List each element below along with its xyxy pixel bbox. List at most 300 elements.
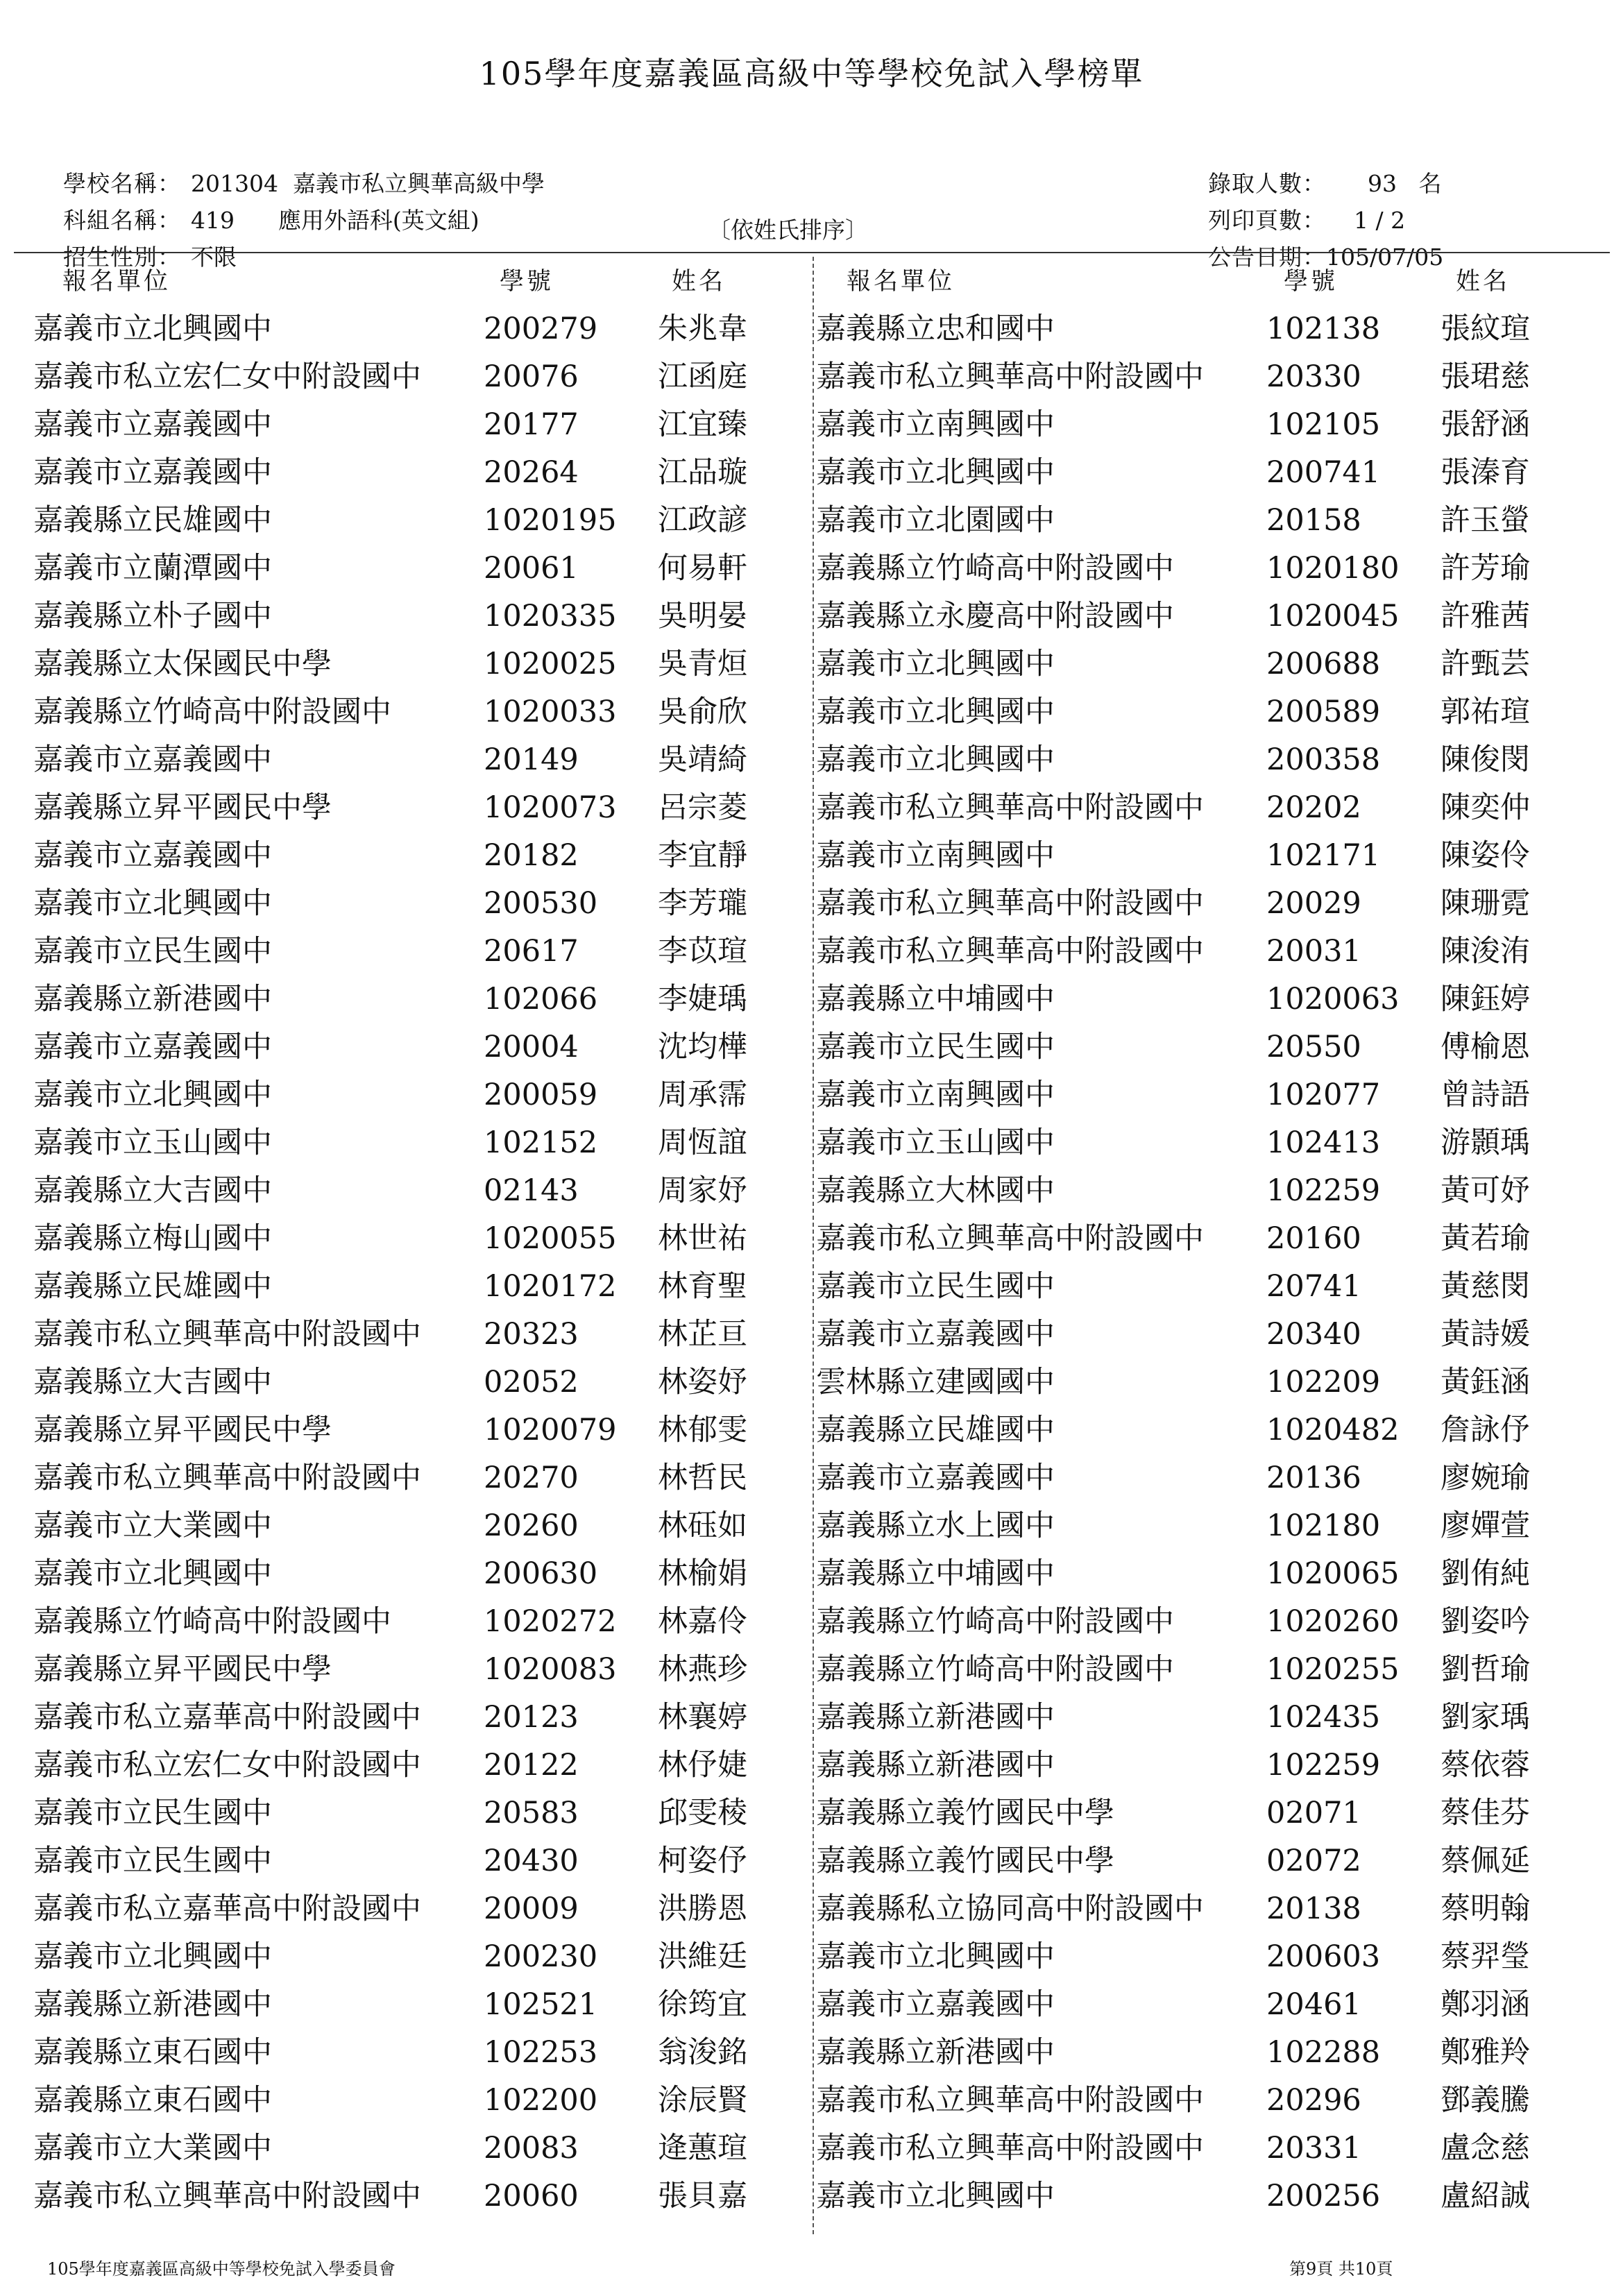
student-id-cell: 1020335 [484,599,617,633]
student-name-cell: 郭祐瑄 [1441,695,1530,729]
student-id-cell: 200059 [484,1078,598,1112]
student-name-cell: 洪維廷 [658,1939,747,1974]
school-unit-cell: 嘉義縣立水上國中 [816,1508,1055,1543]
dept-label: 科組名稱： [62,207,181,234]
school-unit-cell: 嘉義市私立興華高中附設國中 [816,2083,1204,2118]
table-row [0,401,1623,449]
table-row [0,928,1623,976]
student-id-cell: 20583 [484,1796,579,1830]
school-unit-cell: 嘉義縣立東石國中 [33,2083,272,2118]
school-unit-cell: 嘉義縣立忠和國中 [816,312,1055,346]
pages-value: 1 / 2 [1353,207,1406,234]
student-id-cell: 1020055 [484,1221,617,1256]
student-id-cell: 200530 [484,886,598,921]
table-row [0,2029,1623,2077]
school-unit-cell: 嘉義市立北興國中 [816,455,1055,490]
student-name-cell: 何易軒 [658,551,747,586]
table-row [0,1311,1623,1359]
table-row [0,1837,1623,1885]
table-row [0,640,1623,688]
gender-value: 不限 [190,244,237,271]
school-unit-cell: 嘉義縣立民雄國中 [33,503,272,538]
school-unit-cell: 嘉義市立嘉義國中 [816,1987,1055,2022]
student-name-cell: 許玉螢 [1441,503,1530,538]
table-row [0,305,1623,353]
student-name-cell: 李婕瑀 [658,982,747,1017]
school-label: 學校名稱： [62,170,181,197]
student-name-cell: 林哲民 [658,1461,747,1495]
school-unit-cell: 嘉義市立北興國中 [816,742,1055,777]
right-header-unit: 報名單位 [847,268,955,296]
student-id-cell: 20296 [1266,2083,1361,2118]
student-id-cell: 20122 [484,1748,579,1783]
student-id-cell: 1020063 [1266,982,1400,1017]
school-unit-cell: 嘉義縣立民雄國中 [33,1269,272,1304]
student-name-cell: 林榆娟 [658,1556,747,1591]
school-unit-cell: 嘉義市立北興國中 [816,1939,1055,1974]
student-name-cell: 劉姿吟 [1441,1604,1530,1639]
school-unit-cell: 嘉義市私立興華高中附設國中 [816,886,1204,921]
school-unit-cell: 嘉義縣立竹崎高中附設國中 [816,1652,1174,1687]
student-id-cell: 20340 [1266,1317,1361,1352]
student-id-cell: 200741 [1266,455,1381,490]
school-unit-cell: 嘉義市立南興國中 [816,838,1055,873]
table-row [0,1694,1623,1742]
date-label: 公告日期： [1207,244,1326,271]
student-id-cell: 1020195 [484,503,617,538]
table-row [0,1454,1623,1502]
student-name-cell: 林姿妤 [658,1365,747,1400]
student-id-cell: 20083 [484,2131,579,2166]
student-name-cell: 林世祐 [658,1221,747,1256]
student-name-cell: 許甄芸 [1441,647,1530,681]
student-id-cell: 200603 [1266,1939,1381,1974]
school-unit-cell: 嘉義縣立新港國中 [816,2035,1055,2070]
school-unit-cell: 嘉義縣立義竹國民中學 [816,1844,1114,1878]
table-row [0,1406,1623,1454]
right-header-id: 學號 [1284,268,1339,296]
student-name-cell: 劉家瑀 [1441,1700,1530,1735]
table-row [0,1359,1623,1406]
student-name-cell: 黃慈閔 [1441,1269,1530,1304]
student-name-cell: 張貝嘉 [658,2179,747,2213]
student-id-cell: 20029 [1266,886,1361,921]
school-unit-cell: 嘉義市立北園國中 [816,503,1055,538]
left-header-unit: 報名單位 [62,268,171,296]
student-name-cell: 吳青烜 [658,647,747,681]
school-unit-cell: 嘉義市私立宏仁女中附設國中 [33,1748,421,1783]
table-row [0,449,1623,497]
school-unit-cell: 嘉義市私立宏仁女中附設國中 [33,359,421,394]
student-id-cell: 20009 [484,1891,579,1926]
student-id-cell: 1020083 [484,1652,617,1687]
school-unit-cell: 嘉義縣立梅山國中 [33,1221,272,1256]
school-unit-cell: 嘉義市立嘉義國中 [33,455,272,490]
school-unit-cell: 嘉義市立南興國中 [816,407,1055,442]
school-unit-cell: 嘉義市立嘉義國中 [33,742,272,777]
table-row [0,880,1623,928]
school-unit-cell: 嘉義市立大業國中 [33,2131,272,2166]
student-name-cell: 劉哲瑜 [1441,1652,1530,1687]
student-name-cell: 詹詠伃 [1441,1413,1530,1447]
student-id-cell: 20076 [484,359,579,394]
school-unit-cell: 嘉義市立嘉義國中 [816,1317,1055,1352]
student-id-cell: 20331 [1266,2131,1361,2166]
table-row [0,1646,1623,1694]
table-row [0,1263,1623,1311]
school-unit-cell: 嘉義市私立興華高中附設國中 [816,2131,1204,2166]
date-value: 105/07/05 [1325,244,1444,271]
student-name-cell: 許雅茜 [1441,599,1530,633]
student-name-cell: 曾詩語 [1441,1078,1530,1112]
table-row [0,736,1623,784]
student-name-cell: 林嘉伶 [658,1604,747,1639]
right-header-name: 姓名 [1456,268,1511,296]
student-id-cell: 1020172 [484,1269,617,1304]
school-unit-cell: 嘉義縣立竹崎高中附設國中 [33,695,391,729]
school-unit-cell: 嘉義縣立竹崎高中附設國中 [33,1604,391,1639]
school-unit-cell: 嘉義市私立興華高中附設國中 [33,2179,421,2213]
school-unit-cell: 嘉義縣立新港國中 [33,1987,272,2022]
student-name-cell: 柯姿伃 [658,1844,747,1878]
student-id-cell: 20136 [1266,1461,1361,1495]
student-name-cell: 呂宗菱 [658,790,747,825]
school-unit-cell: 嘉義市立北興國中 [816,695,1055,729]
school-unit-cell: 嘉義市私立興華高中附設國中 [816,934,1204,969]
student-name-cell: 林襄婷 [658,1700,747,1735]
school-unit-cell: 嘉義市立民生國中 [33,1844,272,1878]
table-row [0,688,1623,736]
student-name-cell: 周承霈 [658,1078,747,1112]
student-name-cell: 林育聖 [658,1269,747,1304]
student-id-cell: 200630 [484,1556,598,1591]
table-row [0,1933,1623,1981]
table-row [0,2077,1623,2125]
footer-committee: 105學年度嘉義區高級中等學校免試入學委員會 [47,2259,396,2279]
student-name-cell: 蔡明翰 [1441,1891,1530,1926]
table-row [0,1119,1623,1167]
table-row [0,497,1623,545]
school-unit-cell: 嘉義市立北興國中 [33,1078,272,1112]
student-id-cell: 1020272 [484,1604,617,1639]
student-id-cell: 02143 [484,1173,579,1208]
student-name-cell: 游顥瑀 [1441,1125,1530,1160]
student-id-cell: 20550 [1266,1030,1361,1064]
student-name-cell: 李芳瓏 [658,886,747,921]
student-name-cell: 周家妤 [658,1173,747,1208]
student-name-cell: 黃鈺涵 [1441,1365,1530,1400]
footer-page: 第9頁 共10頁 [1289,2259,1393,2279]
student-id-cell: 20182 [484,838,579,873]
student-id-cell: 20323 [484,1317,579,1352]
student-name-cell: 傅榆恩 [1441,1030,1530,1064]
student-name-cell: 吳俞欣 [658,695,747,729]
table-row [0,2125,1623,2172]
school-unit-cell: 嘉義縣立中埔國中 [816,1556,1055,1591]
school-unit-cell: 嘉義縣立太保國民中學 [33,647,332,681]
student-id-cell: 20158 [1266,503,1361,538]
dept-value: 419 應用外語科(英文組) [190,207,479,234]
sort-note: 〔依姓氏排序〕 [708,216,868,244]
student-id-cell: 1020180 [1266,551,1400,586]
student-id-cell: 20177 [484,407,579,442]
student-id-cell: 102521 [484,1987,598,2022]
student-id-cell: 200688 [1266,647,1381,681]
student-name-cell: 林伃婕 [658,1748,747,1783]
school-unit-cell: 嘉義市立蘭潭國中 [33,551,272,586]
student-id-cell: 1020073 [484,790,617,825]
school-unit-cell: 嘉義市私立興華高中附設國中 [816,359,1204,394]
student-id-cell: 20149 [484,742,579,777]
school-unit-cell: 嘉義市私立嘉華高中附設國中 [33,1700,421,1735]
student-name-cell: 涂辰賢 [658,2083,747,2118]
student-name-cell: 廖嬋萱 [1441,1508,1530,1543]
school-unit-cell: 嘉義縣立民雄國中 [816,1413,1055,1447]
student-id-cell: 20270 [484,1461,579,1495]
school-unit-cell: 嘉義市立嘉義國中 [816,1461,1055,1495]
gender-label: 招生性別： [62,244,181,271]
school-unit-cell: 嘉義市立民生國中 [816,1269,1055,1304]
school-unit-cell: 嘉義市立民生國中 [816,1030,1055,1064]
school-unit-cell: 嘉義市立北興國中 [33,1939,272,1974]
school-unit-cell: 嘉義市立北興國中 [816,647,1055,681]
student-name-cell: 吳靖綺 [658,742,747,777]
student-name-cell: 邱雯稜 [658,1796,747,1830]
school-unit-cell: 嘉義縣立竹崎高中附設國中 [816,551,1174,586]
student-name-cell: 陳鈺婷 [1441,982,1530,1017]
student-name-cell: 朱兆韋 [658,312,747,346]
school-unit-cell: 嘉義市私立興華高中附設國中 [33,1461,421,1495]
school-unit-cell: 嘉義市立北興國中 [33,1556,272,1591]
student-id-cell: 1020033 [484,695,617,729]
student-name-cell: 李苡瑄 [658,934,747,969]
student-name-cell: 張舒涵 [1441,407,1530,442]
school-unit-cell: 嘉義縣立新港國中 [816,1748,1055,1783]
student-id-cell: 20160 [1266,1221,1361,1256]
student-id-cell: 20330 [1266,359,1361,394]
student-name-cell: 鄭雅羚 [1441,2035,1530,2070]
student-name-cell: 廖婉瑜 [1441,1461,1530,1495]
student-name-cell: 江政諺 [658,503,747,538]
school-unit-cell: 嘉義市立嘉義國中 [33,407,272,442]
school-unit-cell: 嘉義市立民生國中 [33,934,272,969]
student-id-cell: 20430 [484,1844,579,1878]
school-unit-cell: 嘉義市立嘉義國中 [33,838,272,873]
school-unit-cell: 嘉義縣立新港國中 [816,1700,1055,1735]
table-row [0,2172,1623,2220]
student-name-cell: 鄭羽涵 [1441,1987,1530,2022]
school-value: 201304 嘉義市私立興華高級中學 [190,170,545,197]
school-unit-cell: 嘉義縣立永慶高中附設國中 [816,599,1174,633]
student-id-cell: 20061 [484,551,579,586]
school-unit-cell: 嘉義縣立中埔國中 [816,982,1055,1017]
school-unit-cell: 嘉義縣立昇平國民中學 [33,1413,332,1447]
student-id-cell: 1020482 [1266,1413,1400,1447]
student-id-cell: 102171 [1266,838,1381,873]
student-id-cell: 02071 [1266,1796,1361,1830]
table-row [0,1502,1623,1550]
header-divider [14,252,1610,253]
student-name-cell: 陳珊霓 [1441,886,1530,921]
student-id-cell: 20031 [1266,934,1361,969]
student-name-cell: 黃若瑜 [1441,1221,1530,1256]
school-unit-cell: 嘉義縣立大吉國中 [33,1173,272,1208]
student-name-cell: 林砡如 [658,1508,747,1543]
table-row [0,1550,1623,1598]
table-row [0,832,1623,880]
table-row [0,784,1623,832]
student-name-cell: 黃詩媛 [1441,1317,1530,1352]
student-name-cell: 張珺慈 [1441,359,1530,394]
school-unit-cell: 嘉義市私立興華高中附設國中 [816,1221,1204,1256]
student-id-cell: 20461 [1266,1987,1361,2022]
student-id-cell: 20123 [484,1700,579,1735]
student-name-cell: 沈均樺 [658,1030,747,1064]
student-name-cell: 周恆誼 [658,1125,747,1160]
student-id-cell: 200256 [1266,2179,1381,2213]
student-id-cell: 102066 [484,982,598,1017]
page-title: 105學年度嘉義區高級中等學校免試入學榜單 [479,55,1144,92]
left-header-id: 學號 [500,268,554,296]
student-id-cell: 02072 [1266,1844,1361,1878]
student-name-cell: 陳俊閔 [1441,742,1530,777]
student-id-cell: 1020025 [484,647,617,681]
student-name-cell: 蔡羿瑩 [1441,1939,1530,1974]
student-id-cell: 102253 [484,2035,598,2070]
student-name-cell: 陳奕仲 [1441,790,1530,825]
student-id-cell: 1020065 [1266,1556,1400,1591]
student-id-cell: 102105 [1266,407,1381,442]
student-id-cell: 200230 [484,1939,598,1974]
student-id-cell: 200589 [1266,695,1381,729]
student-name-cell: 李宜靜 [658,838,747,873]
school-unit-cell: 嘉義市立大業國中 [33,1508,272,1543]
table-row [0,1598,1623,1646]
student-name-cell: 江函庭 [658,359,747,394]
student-id-cell: 102288 [1266,2035,1381,2070]
table-row [0,353,1623,401]
table-row [0,1981,1623,2029]
student-id-cell: 1020255 [1266,1652,1400,1687]
student-name-cell: 鄧義騰 [1441,2083,1530,2118]
student-id-cell: 102138 [1266,312,1381,346]
student-name-cell: 陳姿伶 [1441,838,1530,873]
table-row [0,976,1623,1023]
student-id-cell: 102209 [1266,1365,1381,1400]
student-id-cell: 20741 [1266,1269,1361,1304]
school-unit-cell: 嘉義市私立嘉華高中附設國中 [33,1891,421,1926]
school-unit-cell: 嘉義市立北興國中 [33,886,272,921]
student-id-cell: 1020079 [484,1413,617,1447]
student-name-cell: 徐筠宜 [658,1987,747,2022]
student-id-cell: 102152 [484,1125,598,1160]
student-name-cell: 許芳瑜 [1441,551,1530,586]
admit-label: 錄取人數： [1207,170,1326,197]
school-unit-cell: 嘉義市私立興華高中附設國中 [816,790,1204,825]
student-name-cell: 黃可妤 [1441,1173,1530,1208]
student-name-cell: 張紋瑄 [1441,312,1530,346]
student-id-cell: 20617 [484,934,579,969]
student-name-cell: 林郁雯 [658,1413,747,1447]
student-id-cell: 20264 [484,455,579,490]
student-id-cell: 02052 [484,1365,579,1400]
student-name-cell: 江宜臻 [658,407,747,442]
student-id-cell: 102259 [1266,1748,1381,1783]
school-unit-cell: 嘉義縣立朴子國中 [33,599,272,633]
student-name-cell: 逄蕙瑄 [658,2131,747,2166]
table-row [0,1023,1623,1071]
admit-value: 93 名 [1367,170,1442,197]
student-name-cell: 翁浚銘 [658,2035,747,2070]
table-row [0,1071,1623,1119]
student-id-cell: 102077 [1266,1078,1381,1112]
student-name-cell: 劉侑純 [1441,1556,1530,1591]
school-unit-cell: 嘉義縣立昇平國民中學 [33,1652,332,1687]
school-unit-cell: 雲林縣立建國國中 [816,1365,1055,1400]
school-unit-cell: 嘉義縣立東石國中 [33,2035,272,2070]
school-unit-cell: 嘉義市立北興國中 [33,312,272,346]
student-name-cell: 陳浚洧 [1441,934,1530,969]
student-id-cell: 20260 [484,1508,579,1543]
school-unit-cell: 嘉義市立嘉義國中 [33,1030,272,1064]
student-name-cell: 張溱育 [1441,455,1530,490]
school-unit-cell: 嘉義縣立大吉國中 [33,1365,272,1400]
student-id-cell: 20202 [1266,790,1361,825]
table-row [0,1885,1623,1933]
student-name-cell: 吳明晏 [658,599,747,633]
student-name-cell: 盧紹誠 [1441,2179,1530,2213]
student-id-cell: 102435 [1266,1700,1381,1735]
student-id-cell: 20138 [1266,1891,1361,1926]
student-name-cell: 盧念慈 [1441,2131,1530,2166]
table-row [0,545,1623,593]
school-unit-cell: 嘉義縣私立協同高中附設國中 [816,1891,1204,1926]
student-id-cell: 102200 [484,2083,598,2118]
student-name-cell: 林芷亘 [658,1317,747,1352]
pages-label: 列印頁數： [1207,207,1326,234]
student-name-cell: 蔡佳芬 [1441,1796,1530,1830]
student-name-cell: 林燕珍 [658,1652,747,1687]
student-id-cell: 200279 [484,312,598,346]
school-unit-cell: 嘉義縣立義竹國民中學 [816,1796,1114,1830]
student-name-cell: 江品璇 [658,455,747,490]
student-name-cell: 蔡佩延 [1441,1844,1530,1878]
student-name-cell: 洪勝恩 [658,1891,747,1926]
school-unit-cell: 嘉義縣立新港國中 [33,982,272,1017]
student-id-cell: 102259 [1266,1173,1381,1208]
student-name-cell: 蔡依蓉 [1441,1748,1530,1783]
school-unit-cell: 嘉義市立玉山國中 [33,1125,272,1160]
student-id-cell: 102180 [1266,1508,1381,1543]
school-unit-cell: 嘉義縣立竹崎高中附設國中 [816,1604,1174,1639]
school-unit-cell: 嘉義市立南興國中 [816,1078,1055,1112]
student-id-cell: 20004 [484,1030,579,1064]
student-id-cell: 200358 [1266,742,1381,777]
table-row [0,1167,1623,1215]
table-row [0,593,1623,640]
school-unit-cell: 嘉義縣立大林國中 [816,1173,1055,1208]
student-id-cell: 20060 [484,2179,579,2213]
left-header-name: 姓名 [672,268,726,296]
student-id-cell: 102413 [1266,1125,1381,1160]
school-unit-cell: 嘉義市立玉山國中 [816,1125,1055,1160]
table-row [0,1789,1623,1837]
student-id-cell: 1020045 [1266,599,1400,633]
school-unit-cell: 嘉義市私立興華高中附設國中 [33,1317,421,1352]
table-row [0,1742,1623,1789]
school-unit-cell: 嘉義市立北興國中 [816,2179,1055,2213]
table-row [0,1215,1623,1263]
